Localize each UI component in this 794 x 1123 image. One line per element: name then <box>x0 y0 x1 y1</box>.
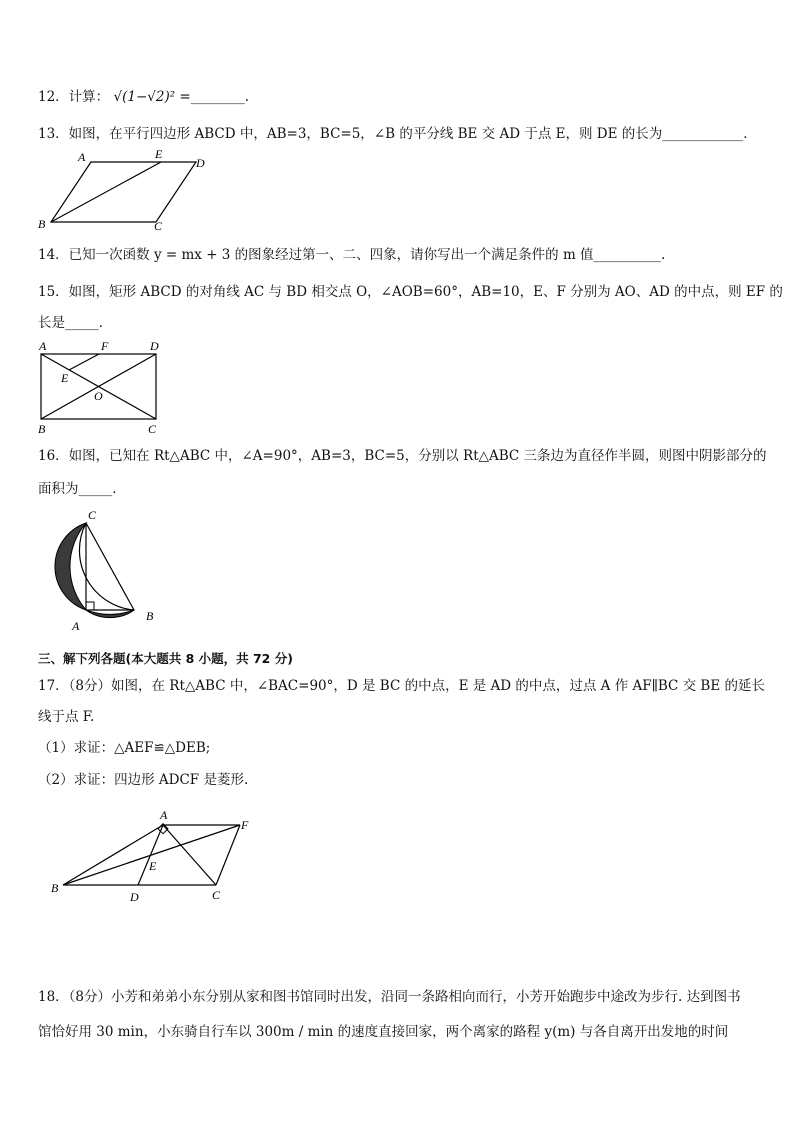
q15-label-O: O <box>94 389 103 403</box>
question-13: 13．如图，在平行四边形 ABCD 中，AB=3，BC=5，∠B 的平分线 BE 交 AD 于点 E，则 DE 的长为____________． <box>38 126 757 142</box>
q17-label-B: B <box>51 881 59 895</box>
q15-label-C: C <box>148 422 157 436</box>
section-3-title: 三、解下列各题(本大题共 8 小题，共 72 分) <box>38 651 293 666</box>
q17-label-A: A <box>160 808 168 822</box>
question-15-line2: 长是_____． <box>38 315 113 331</box>
q16-label-A: A <box>72 619 80 633</box>
question-18-line1: 18．（8分）小芳和弟弟小东分别从家和图书馆同时出发，沿同一条路相向而行，小芳开始跑步中途改为步行. 达到图书 <box>38 989 741 1005</box>
q15-label-B: B <box>38 422 46 436</box>
q17-label-F: F <box>241 818 249 832</box>
q17-label-E: E <box>149 859 157 873</box>
question-16-line2: 面积为_____． <box>38 481 126 497</box>
question-17-part2: （2）求证：四边形 ADCF 是菱形. <box>38 772 249 788</box>
question-14: 14．已知一次函数 y = mx + 3 的图象经过第一、二、四象，请你写出一个满足条件的 m 值__________. <box>38 247 666 263</box>
q13-label-D: D <box>196 156 205 170</box>
q13-label-C: C <box>154 219 163 233</box>
q17-rhombus-figure <box>48 805 258 907</box>
q15-label-E: E <box>61 371 69 385</box>
q13-label-A: A <box>78 150 86 164</box>
question-17-part1: （1）求证：△AEF≌△DEB; <box>38 740 211 756</box>
q16-label-B: B <box>146 609 154 623</box>
question-17-line2: 线于点 F. <box>38 709 95 725</box>
q17-label-D: D <box>130 890 139 904</box>
q12-prefix: 12．计算： <box>38 89 110 105</box>
question-17-line1: 17．（8分）如图，在 Rt△ABC 中，∠BAC=90°，D 是 BC 的中点，E 是 AD 的中点，过点 A 作 AF∥BC 交 BE 的延长 <box>38 678 765 694</box>
q13-label-E: E <box>155 148 163 161</box>
q13-label-B: B <box>38 217 46 231</box>
q12-suffix: =________. <box>179 89 250 105</box>
question-15-line1: 15．如图，矩形 ABCD 的对角线 AC 与 BD 相交点 O，∠AOB=60°，AB=10，E、F 分别为 AO、AD 的中点，则 EF 的 <box>38 284 783 300</box>
q15-rectangle-figure <box>34 338 170 436</box>
q15-label-D: D <box>150 339 159 353</box>
q15-label-A: A <box>39 339 47 353</box>
q15-label-F: F <box>101 339 109 353</box>
question-18-line2: 馆恰好用 30 min，小东骑自行车以 300m / min 的速度直接回家，两个离家的路程 y(m) 与各自离开出发地的时间 <box>38 1024 729 1040</box>
question-12 <box>38 88 249 106</box>
q16-semicircle-figure <box>36 506 166 636</box>
question-16-line1: 16．如图，已知在 Rt△ABC 中，∠A=90°，AB=3，BC=5，分别以 Rt△ABC 三条边为直径作半圆，则图中阴影部分的 <box>38 448 767 464</box>
q16-label-C: C <box>88 508 97 522</box>
q12-formula: √(1−√2)² <box>113 89 176 105</box>
q13-parallelogram-figure <box>36 148 216 234</box>
q17-label-C: C <box>212 888 221 902</box>
